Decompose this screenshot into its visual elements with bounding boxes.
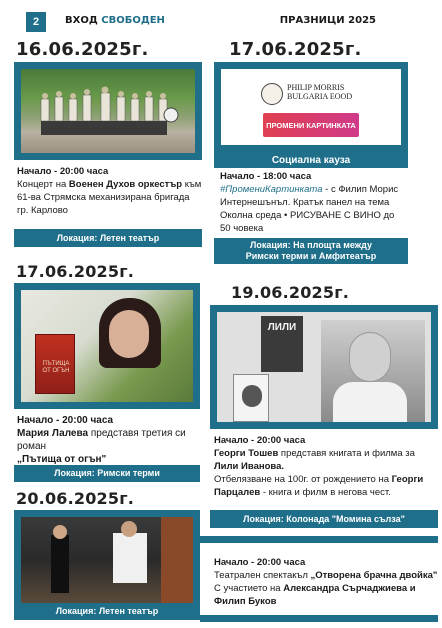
sponsor-logo [261,75,361,141]
event-location [214,238,408,264]
event-photo-frame [14,283,200,409]
event-time: Начало - 20:00 часа [17,415,114,426]
divider-bar [200,536,438,543]
event-date: 19.06.2025г. [231,283,350,302]
event-location: Локация: Колонада "Момина сълза" [210,510,438,528]
event-description [17,414,202,466]
desc-bold: Мария Лалева [17,428,89,439]
crest-icon [261,83,283,105]
desc-bold: Александра Сърчаджиева и Филип Буков [214,583,416,607]
desc-bold: Военен Духов оркестър [68,179,183,190]
event-date: 17.06.2025г. [229,39,362,60]
event-subtitle: Социална кауза [214,152,408,168]
desc-text: към 61-ва Стрямска механизирана бригада гр. Карлово [17,179,202,216]
page-number: 2 [26,12,46,32]
event-location: Локация: Римски терми [14,465,200,482]
event-description [17,165,202,217]
desc-bold: Георги Тошев [214,448,279,459]
event-time: Начало - 18:00 часа [220,171,312,182]
entry-info [65,15,165,26]
event-description [214,434,438,499]
divider-bar [200,615,438,622]
book-cover-title: ЛИЛИ [267,322,297,333]
event-date: 17.06.2025г. [16,262,135,281]
event-photo-frame [210,305,438,429]
event-description [220,170,406,235]
book-title: ОТ ОГЪН [42,368,70,374]
desc-text: - с Филип Морис Интернешънъл. Кратък панел на тема Околна среда • РИСУВАНЕ С ВИНО до 50 човека [220,184,399,234]
hashtag: #ПромениКартинката [220,184,323,195]
desc-text: Отбелязване на 100г. от рождението на [214,474,392,485]
section-title: ПРАЗНИЦИ 2025 [279,15,376,26]
event-time: Начало - 20:00 часа [17,166,109,177]
book-cover-partsalev [233,374,269,422]
page-header [0,0,442,38]
event-description [214,556,438,608]
author-book-photo [217,312,431,422]
desc-text: Концерт на [17,179,69,190]
event-time: Начало - 20:00 часа [214,557,306,568]
event-date: 20.06.2025г. [16,489,135,508]
author-face [109,310,149,358]
logo-line2: BULGARIA EOOD [287,92,353,101]
desc-text: Театрален спектакъл [214,570,311,581]
book-cover [35,334,75,394]
entry-label: ВХОД [65,15,98,26]
event-date: 16.06.2025г. [16,39,149,60]
entry-free: СВОБОДЕН [101,15,165,26]
desc-bold: Лили Иванова. [214,461,285,472]
book-name: „Пътища от огън" [17,454,107,465]
desc-text: С участието на [214,583,284,594]
location-line: Локация: На площта между [250,240,372,250]
desc-text: - книга и филм в негова чест. [260,487,391,498]
actor-figure [113,533,147,583]
event-location: Локация: Летен театър [14,229,202,247]
desc-text: представя третия си роман [17,428,186,452]
change-picture-banner: ПРОМЕНИ КАРТИНКАТА [263,113,359,137]
desc-bold: Георги Парцалев [214,474,424,498]
event-time: Начало - 20:00 часа [214,435,306,446]
play-title: „Отворена брачна двойка" [310,570,438,581]
desc-text: представя книгата и филма за [278,448,415,459]
military-band-photo [21,69,195,153]
book-title: ПЪТИЩА [42,361,70,367]
event-location: Локация: Летен театър [14,603,200,620]
event-photo-frame [14,62,202,160]
author-photo [21,290,193,402]
author-portrait [321,320,425,422]
logo-line1: PHILIP MORRIS [287,83,345,92]
location-line: Римски терми и Амфитеатър [245,251,377,261]
sponsor-logo-frame [214,62,408,152]
book-cover-lili [261,316,303,372]
band-illustration [21,69,195,153]
theatre-photo [21,517,193,603]
actress-figure [51,535,69,593]
